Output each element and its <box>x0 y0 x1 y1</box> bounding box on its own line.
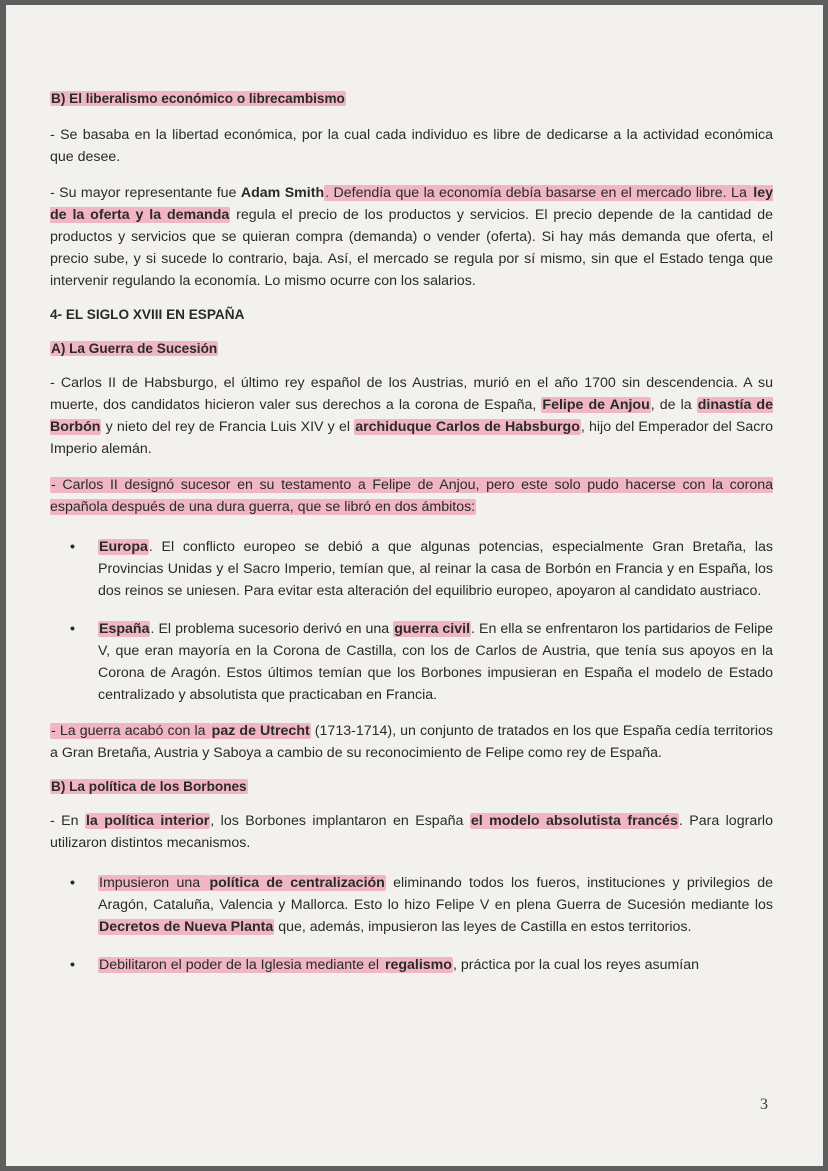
subsection-heading-politica-borbones: B) La política de los Borbones <box>51 779 247 794</box>
page-number: 3 <box>760 1096 768 1113</box>
list-item-espana: • España. El problema sucesorio derivó en una guerra civil. En ella se enfrentaron los partidarios de Felipe V, que eran mayoría en la Corona de Castilla, con los de Carlos de Austria, que tenía sus apoyos en la Corona de Aragón. Estos últimos temían que los Borbones impusieran en España el modelo de Estado centralizado y absolutista que practicaban en Francia. <box>50 618 773 706</box>
list-item-regalismo: • Debilitaron el poder de la Iglesia mediante el regalismo, práctica por la cual los reyes asumían <box>50 954 773 976</box>
list-item-europa: • Europa. El conflicto europeo se debió a que algunas potencias, especialmente Gran Bretaña, las Provincias Unidas y el Sacro Imperio, temían que, al reinar la casa de Borbón en Francia y en España, los dos reinos se uniesen. Para evitar esta alteración del equilibrio europeo, apoyaron al candidato austriaco. <box>50 536 773 602</box>
paragraph-adam-smith: - Su mayor representante fue Adam Smith. Defendía que la economía debía basarse en el mercado libre. La ley de la oferta y la demanda regula el precio de los productos y servicios. El precio depende de la cantidad de productos y servicios que se quieran compra (demanda) o vender (oferta). Si hay más demanda que oferta, el precio sube, y si sucede lo contrario, baja. Así, el mercado se regula por sí mismo, sin que el Estado tenga que intervenir regulando la economía. Lo mismo ocurre con los salarios. <box>50 185 773 289</box>
section-heading-liberalismo: B) El liberalismo económico o librecambismo <box>51 91 345 106</box>
list-item-centralizacion: • Impusieron una política de centralización eliminando todos los fueros, instituciones y privilegios de Aragón, Cataluña, Valencia y Mallorca. Esto lo hizo Felipe V en plena Guerra de Sucesión mediante los Decretos de Nueva Planta que, además, impusieron las leyes de Castilla en estos territorios. <box>50 872 773 938</box>
paragraph-testamento: - Carlos II designó sucesor en su testamento a Felipe de Anjou, pero este solo pudo hacerse con la corona española después de una dura guerra, que se libró en dos ámbitos: <box>50 477 773 515</box>
mecanismos-list <box>50 872 773 976</box>
document-page <box>6 5 823 1166</box>
bullet-icon: • <box>70 539 75 555</box>
paragraph-libertad-economica: - Se basaba en la libertad económica, por la cual cada individuo es libre de dedicarse a la actividad económica que desee. <box>50 127 773 165</box>
bullet-icon: • <box>70 875 75 891</box>
ambitos-list <box>50 536 773 706</box>
bullet-icon: • <box>70 621 75 637</box>
bullet-icon: • <box>70 957 75 973</box>
section-heading-siglo-xviii: 4- EL SIGLO XVIII EN ESPAÑA <box>50 307 245 322</box>
paragraph-paz-utrecht: - La guerra acabó con la paz de Utrecht (1713-1714), un conjunto de tratados en los que España cedía territorios a Gran Bretaña, Austria y Saboya a cambio de su reconocimiento de Felipe como rey de España. <box>50 723 773 761</box>
subsection-heading-guerra-sucesion: A) La Guerra de Sucesión <box>51 341 218 356</box>
paragraph-politica-interior: - En la política interior, los Borbones implantaron en España el modelo absolutista francés. Para lograrlo utilizaron distintos mecanismos. <box>50 813 773 851</box>
paragraph-carlos-ii: - Carlos II de Habsburgo, el último rey español de los Austrias, murió en el año 1700 sin descendencia. A su muerte, dos candidatos hicieron valer sus derechos a la corona de España, Felipe de Anjou, de la dinastía de Borbón y nieto del rey de Francia Luis XIV y el archiduque Carlos de Habsburgo, hijo del Emperador del Sacro Imperio alemán. <box>50 375 773 457</box>
